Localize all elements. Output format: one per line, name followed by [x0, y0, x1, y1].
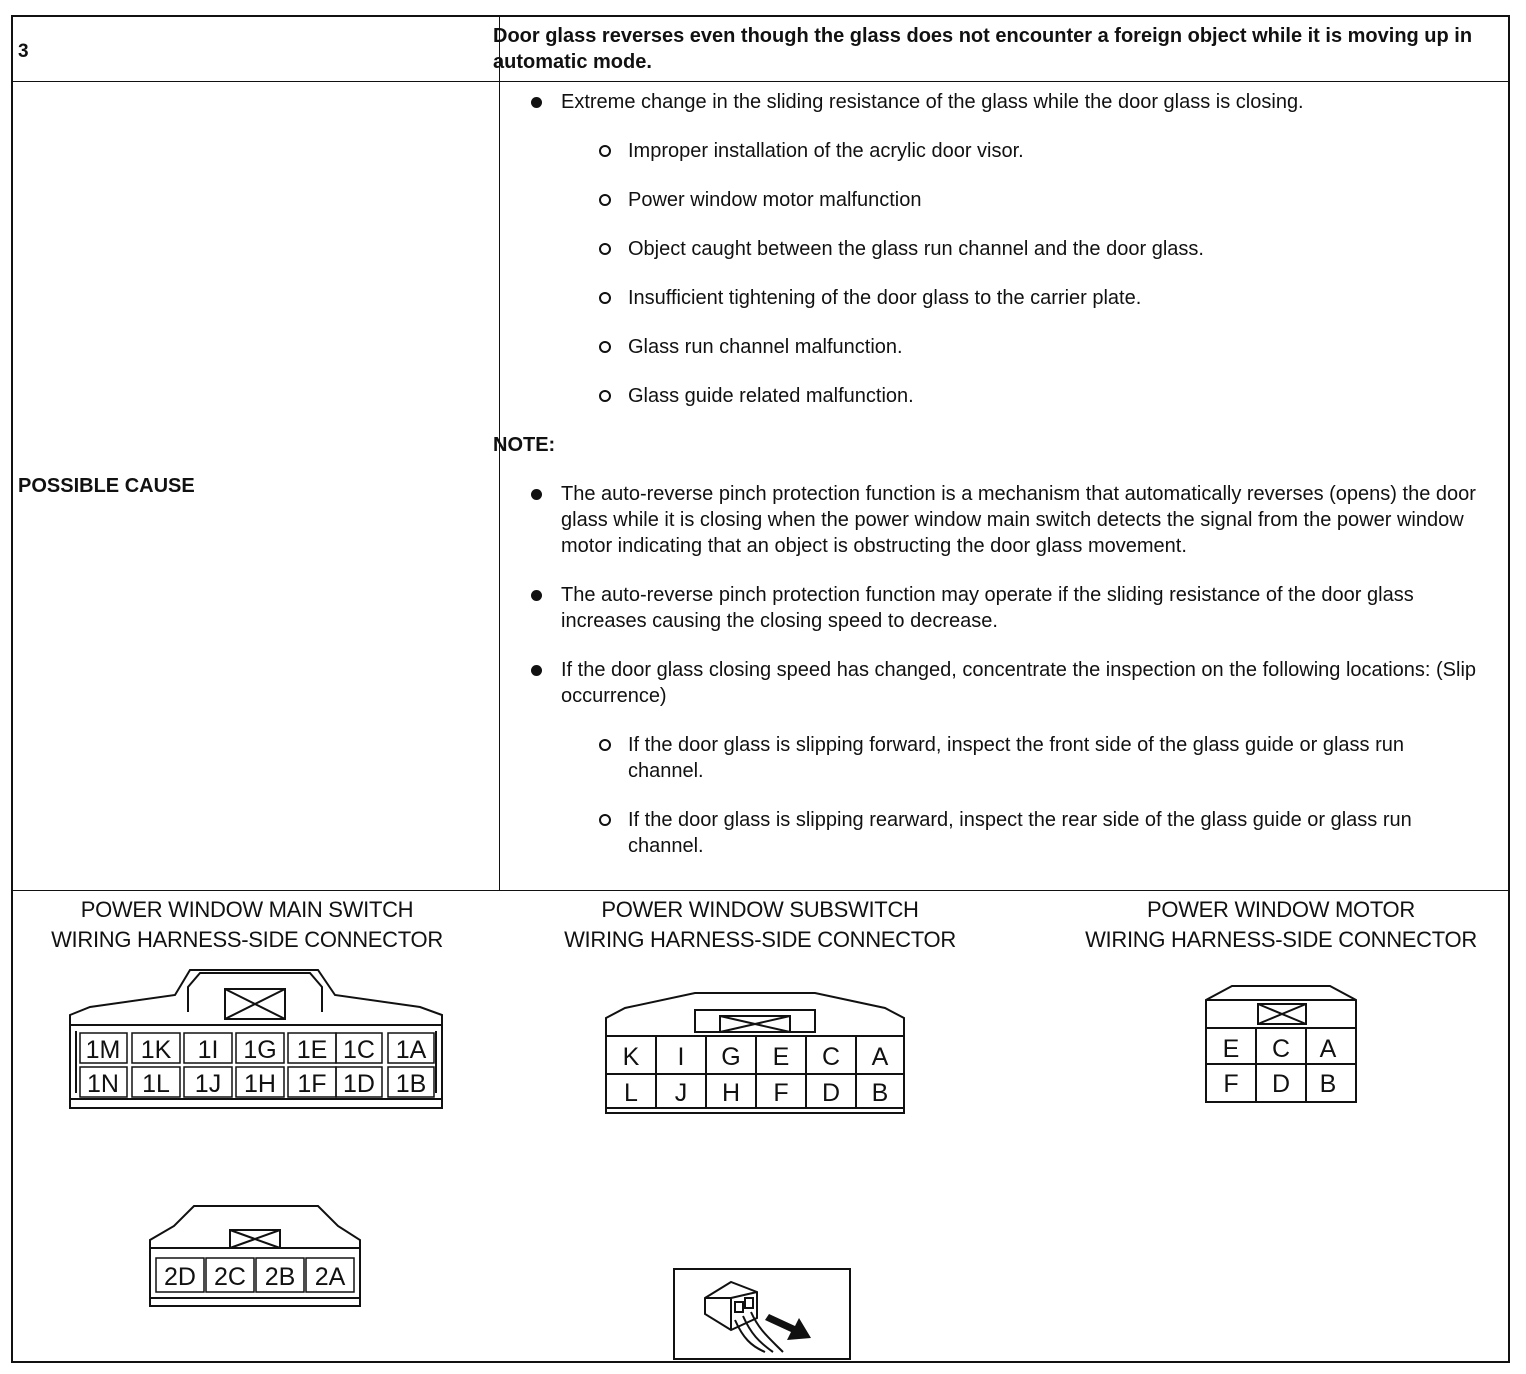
harness-view-icon [673, 1268, 853, 1362]
pin-label: B [871, 1079, 889, 1107]
cause-sub-item: Glass guide related malfunction. [493, 383, 1483, 409]
pin-label: A [1319, 1035, 1337, 1063]
row-divider [13, 890, 1508, 891]
pin-label: F [1223, 1070, 1239, 1098]
main-switch-connector-2 [140, 1200, 372, 1315]
cause-sub-item: Object caught between the glass run channel and the door glass. [493, 236, 1483, 262]
pin-label: A [871, 1043, 889, 1071]
pin-label: 1N [87, 1070, 119, 1098]
pin-label: 1L [142, 1070, 170, 1098]
pin-label: 1F [297, 1070, 327, 1098]
pin-label: D [821, 1079, 841, 1107]
pin-label: 1J [194, 1070, 222, 1098]
subswitch-connector [600, 988, 912, 1123]
possible-cause-label: POSSIBLE CAUSE [18, 475, 195, 497]
cause-content [493, 89, 1483, 882]
pin-label: E [772, 1043, 790, 1071]
note-sub-item: If the door glass is slipping rearward, inspect the rear side of the glass guide or glass run channel. [493, 807, 1483, 859]
pin-label: 1C [343, 1036, 375, 1064]
note-sub-item: If the door glass is slipping forward, inspect the front side of the glass guide or glass run channel. [493, 732, 1483, 784]
note-item: If the door glass closing speed has changed, concentrate the inspection on the following locations: (Slip occurrence) [493, 657, 1483, 709]
row-divider [13, 81, 1508, 82]
motor-caption: POWER WINDOW MOTOR WIRING HARNESS-SIDE CONNECTOR [1085, 897, 1477, 952]
note-item: The auto-reverse pinch protection function may operate if the sliding resistance of the door glass increases causing the closing speed to decrease. [493, 582, 1483, 634]
pin-label: 2B [264, 1263, 296, 1291]
pin-label: E [1222, 1035, 1240, 1063]
pin-label: 1M [85, 1036, 121, 1064]
cause-sub-item: Insufficient tightening of the door glass to the carrier plate. [493, 285, 1483, 311]
subswitch-caption: POWER WINDOW SUBSWITCH WIRING HARNESS-SIDE CONNECTOR [564, 897, 956, 952]
pin-label: C [1271, 1035, 1291, 1063]
cause-main-item: Extreme change in the sliding resistance of the glass while the door glass is closing. [493, 89, 1483, 115]
pin-label: 1D [343, 1070, 375, 1098]
pin-label: H [721, 1079, 741, 1107]
pin-label: 2D [164, 1263, 196, 1291]
pin-label: F [773, 1079, 789, 1107]
symptom-heading: Door glass reverses even though the glass does not encounter a foreign object while it is moving up in automatic mode. [493, 25, 1473, 73]
diagnostic-table [11, 15, 1510, 1363]
step-number: 3 [18, 41, 29, 62]
pin-label: 1H [244, 1070, 276, 1098]
pin-label: I [677, 1043, 685, 1071]
pin-label: J [674, 1079, 688, 1107]
pin-label: 1I [197, 1036, 219, 1064]
cause-sub-item: Power window motor malfunction [493, 187, 1483, 213]
main-switch-caption: POWER WINDOW MAIN SWITCH WIRING HARNESS-SIDE CONNECTOR [51, 897, 443, 952]
pin-label: L [624, 1079, 638, 1107]
pin-label: 2C [214, 1263, 246, 1291]
pin-label: 1A [395, 1036, 427, 1064]
cause-sub-item: Improper installation of the acrylic door visor. [493, 138, 1483, 164]
pin-label: 1B [395, 1070, 427, 1098]
pin-label: 1K [140, 1036, 172, 1064]
pin-label: B [1319, 1070, 1337, 1098]
pin-label: 2A [314, 1263, 346, 1291]
pin-label: G [721, 1043, 741, 1071]
note-label: NOTE: [493, 434, 556, 456]
pin-label: 1G [243, 1036, 277, 1064]
main-switch-connector-1 [60, 965, 452, 1130]
pin-label: D [1271, 1070, 1291, 1098]
note-item: The auto-reverse pinch protection function is a mechanism that automatically reverses (opens) the door glass while it is closing when the power window main switch detects the signal from the power window motor indicating that an object is obstructing the door glass movement. [493, 481, 1483, 559]
motor-connector [1200, 978, 1364, 1108]
cause-sub-item: Glass run channel malfunction. [493, 334, 1483, 360]
pin-label: C [821, 1043, 841, 1071]
pin-label: 1E [296, 1036, 328, 1064]
pin-label: K [622, 1043, 640, 1071]
